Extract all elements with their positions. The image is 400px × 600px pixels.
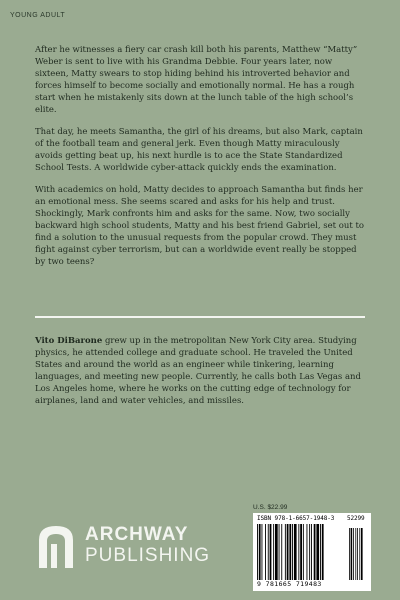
genre-label: YOUNG ADULT bbox=[10, 12, 66, 19]
section-divider bbox=[35, 316, 365, 318]
publisher-name-line2: PUBLISHING bbox=[85, 545, 211, 566]
barcode bbox=[253, 513, 371, 591]
archway-logo-icon bbox=[35, 522, 77, 570]
author-bio bbox=[35, 335, 365, 407]
barcode-digits: 9 781665 719483 bbox=[257, 580, 322, 588]
publisher-name-line1: ARCHWAY bbox=[85, 524, 189, 545]
price-label: U.S. $22.99 bbox=[253, 504, 288, 511]
book-blurb bbox=[35, 44, 365, 278]
publisher-logo bbox=[35, 522, 211, 570]
isbn-label: ISBN 978-1-6657-1948-3 bbox=[257, 515, 335, 522]
author-name: Vito DiBarone bbox=[35, 336, 103, 346]
barcode-bars bbox=[257, 524, 367, 580]
isbn-label-row bbox=[257, 515, 367, 522]
blurb-paragraph-2: That day, he meets Samantha, the girl of his dreams, but also Mark, captain of the football team and general jerk. Even though Matty miraculously avoids getting beat up, his next hurdle is to ace the State Standardized School Tests. A worldwide cyber-attack quickly ends the examination. bbox=[35, 127, 363, 173]
blurb-paragraph-3: With academics on hold, Matty decides to approach Samantha but finds her an emotional mess. She seems scared and asks for his help and trust. Shockingly, Mark confronts him and asks for the same. Now, two socially backward high school students, Matty and his best friend Gabriel, set out to find a solution to the unusual requests from the popular crowd. They must fight against cyber terrorism, but can a worldwide event really be stopped by two teens? bbox=[35, 185, 364, 267]
isbn-price-code: 52299 bbox=[347, 515, 365, 522]
blurb-paragraph-1: After he witnesses a fiery car crash kill both his parents, Matthew “Matty” Weber is sent to live with his Grandma Debbie. Four years later, now sixteen, Matty swears to stop hiding behind his introverted behavior and forces himself to become socially and emotionally normal. He has a rough start when he mistakenly sits down at the lunch table of the high school’s elite. bbox=[35, 45, 358, 115]
author-bio-text: grew up in the metropolitan New York City area. Studying physics, he attended college and graduate school. He traveled the United States and around the world as an engineer while tinkering, learning languages, and meeting new people. Currently, he calls both Las Vegas and Los Angeles home, where he works on the cutting edge of technology for airplanes, land and water vehicles, and missiles. bbox=[35, 336, 361, 406]
